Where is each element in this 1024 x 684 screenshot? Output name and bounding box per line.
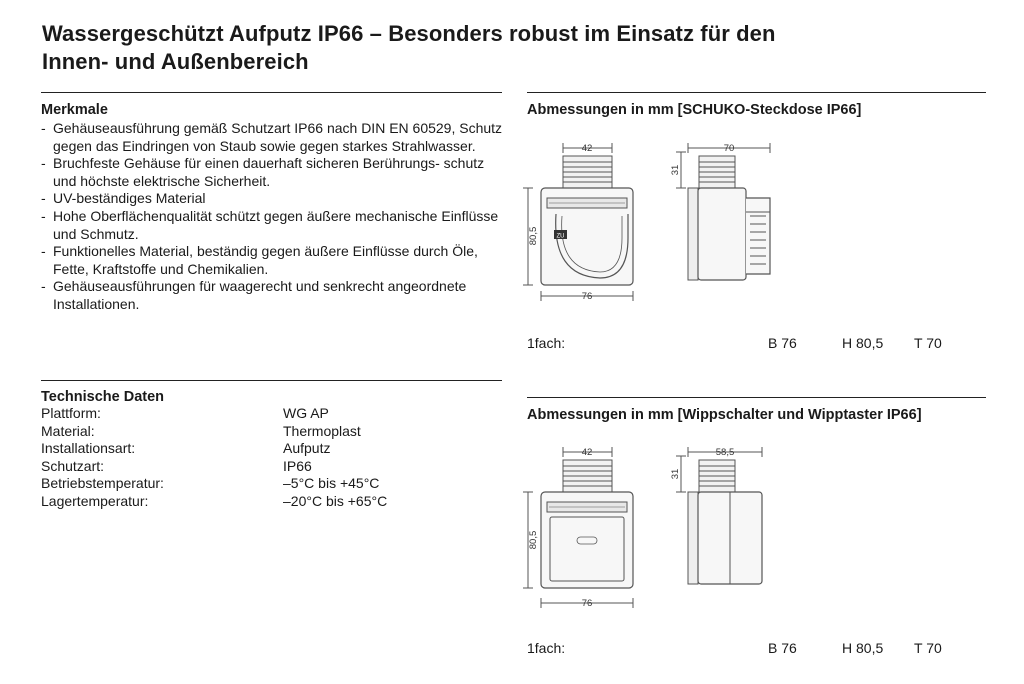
row-height: H 80,5 (842, 335, 884, 351)
spec-value: –20°C bis +65°C (283, 492, 388, 509)
dim-height: 80,5 (528, 530, 539, 550)
spec-row (41, 475, 387, 493)
spec-row (41, 493, 387, 511)
feature-item: - Gehäuseausführungen für waagerecht und senkrecht angeordnete Installationen. (41, 278, 511, 313)
row-width: B 76 (768, 335, 797, 351)
switch-dimensions-row (527, 638, 987, 658)
features-divider (41, 92, 502, 93)
dimensions-switch-divider (527, 397, 986, 398)
specs-divider (41, 380, 502, 381)
row-label: 1fach: (527, 335, 566, 351)
spec-row (41, 405, 387, 423)
dimensions-socket-heading: Abmessungen in mm [SCHUKO-Steckdose IP66] (527, 102, 862, 118)
dimensions-switch-heading: Abmessungen in mm [Wippschalter und Wipptaster IP66] (527, 407, 922, 423)
lid-label: ZU (556, 233, 565, 240)
spec-value: Thermoplast (283, 422, 361, 439)
spec-value: IP66 (283, 457, 312, 474)
dim-top-width: 42 (581, 143, 593, 154)
page-title-line-2: Innen- und Außenbereich (42, 49, 309, 74)
dim-width: 76 (581, 598, 593, 609)
spec-value: Aufputz (283, 440, 331, 457)
feature-item: - Gehäuseausführung gemäß Schutzart IP66 nach DIN EN 60529, Schutz gegen das Eindringen von Staub sowie gegen starkes Strahlwasser. (41, 120, 511, 155)
spec-row (41, 423, 387, 441)
switch-front-drawing (520, 440, 650, 615)
dim-top-height: 31 (670, 468, 681, 480)
row-depth: T 70 (914, 335, 942, 351)
feature-item: - UV-beständiges Material (41, 190, 511, 208)
dim-top-width: 42 (581, 447, 593, 458)
features-list (41, 120, 511, 314)
dimensions-socket-divider (527, 92, 986, 93)
row-label: 1fach: (527, 640, 566, 656)
spec-row (41, 440, 387, 458)
spec-label: Betriebstemperatur: (41, 475, 164, 492)
dim-depth: 70 (723, 143, 735, 154)
spec-value: WG AP (283, 405, 329, 421)
dim-width: 76 (581, 291, 593, 302)
spec-label: Material: (41, 422, 95, 439)
socket-dimensions-row (527, 333, 987, 353)
feature-item: - Funktionelles Material, beständig gegen äußere Einflüsse durch Öle, Fette, Kraftstoffe und Chemikalien. (41, 243, 511, 278)
row-depth: T 70 (914, 640, 942, 656)
page-title-line-1: Wassergeschützt Aufputz IP66 – Besonders robust im Einsatz für den (42, 21, 776, 46)
dim-height: 80,5 (528, 226, 539, 246)
spec-label: Plattform: (41, 405, 101, 421)
page-title (42, 20, 942, 76)
socket-side-drawing (670, 136, 780, 286)
row-height: H 80,5 (842, 640, 884, 656)
features-heading: Merkmale (41, 102, 108, 118)
dim-top-height: 31 (670, 164, 681, 176)
spec-row (41, 458, 387, 476)
feature-item: - Bruchfeste Gehäuse für einen dauerhaft sicheren Berührungs- schutz und höchste elektrische Sicherheit. (41, 155, 511, 190)
spec-value: –5°C bis +45°C (283, 475, 380, 492)
spec-label: Installationsart: (41, 440, 136, 457)
spec-label: Schutzart: (41, 457, 105, 474)
dim-depth: 58,5 (715, 447, 735, 458)
socket-front-drawing (520, 136, 650, 306)
spec-label: Lagertemperatur: (41, 492, 149, 509)
row-width: B 76 (768, 640, 797, 656)
feature-item: - Hohe Oberflächenqualität schützt gegen äußere mechanische Einflüsse und Schmutz. (41, 208, 511, 243)
switch-side-drawing (670, 440, 780, 590)
specs-table (41, 405, 387, 511)
specs-heading: Technische Daten (41, 389, 165, 405)
